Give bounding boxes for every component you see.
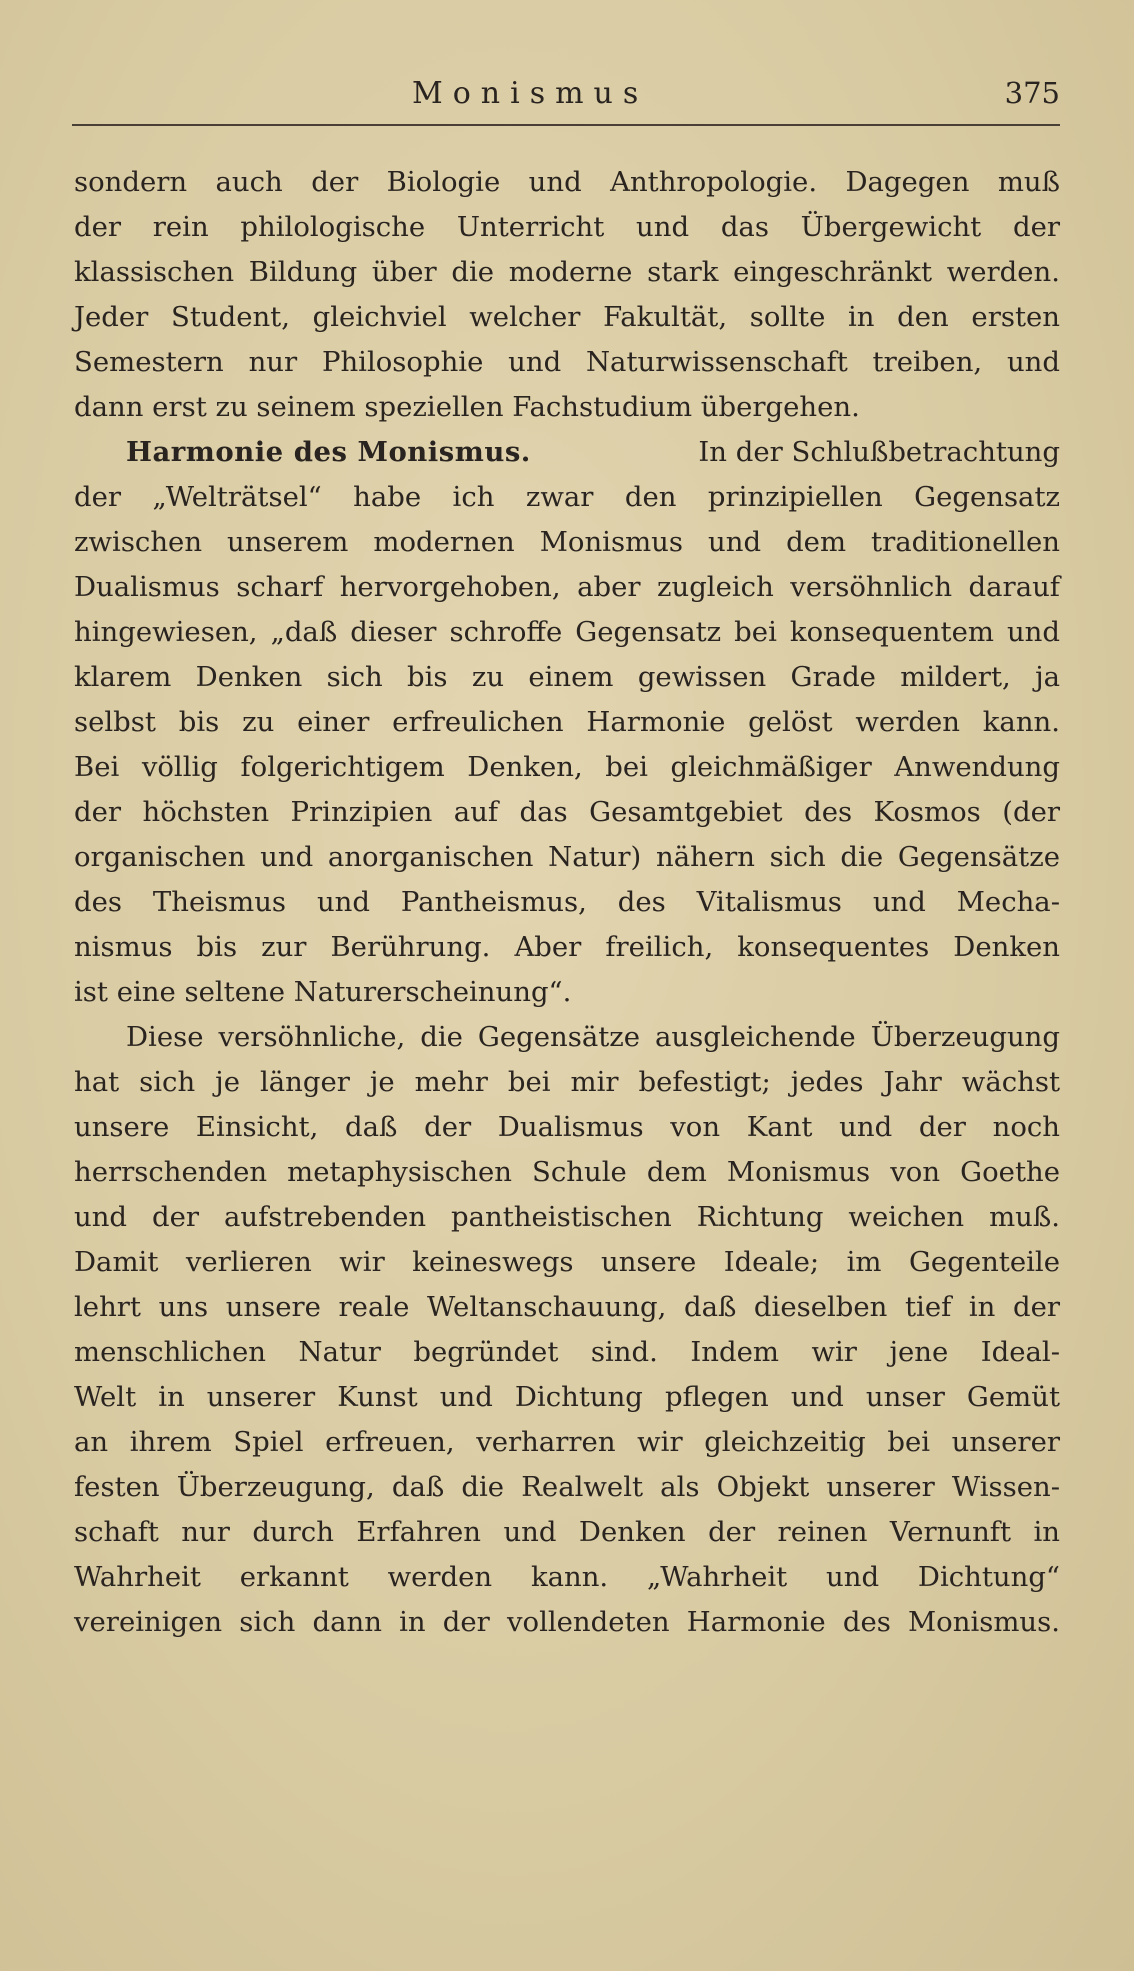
text-line: Wahrheit erkannt werden kann. „Wahrheit und Dichtung“ bbox=[74, 1561, 1060, 1593]
text-line: vereinigen sich dann in der vollendeten Harmonie des Monismus. bbox=[74, 1606, 1060, 1638]
page-number: 375 bbox=[1004, 76, 1060, 110]
text-line: ist eine seltene Naturerscheinung“. bbox=[74, 976, 572, 1008]
text-line: dann erst zu seinem speziellen Fachstudium übergehen. bbox=[74, 391, 860, 423]
text-line: zwischen unserem modernen Monismus und dem traditionellen bbox=[74, 526, 1060, 558]
heading-line-rest: In der Schlußbetrachtung bbox=[698, 436, 1060, 468]
text-line: herrschenden metaphysischen Schule dem Monismus von Goethe bbox=[74, 1156, 1060, 1188]
body-text bbox=[74, 160, 1060, 1645]
text-line: hat sich je länger je mehr bei mir befestigt; jedes Jahr wächst bbox=[74, 1066, 1060, 1098]
paragraph-1 bbox=[74, 160, 1060, 430]
text-line: selbst bis zu einer erfreulichen Harmonie gelöst werden kann. bbox=[74, 706, 1060, 738]
running-title: Monismus bbox=[412, 76, 649, 111]
text-line: organischen und anorganischen Natur) nähern sich die Gegensätze bbox=[74, 841, 1060, 873]
paragraph-3 bbox=[74, 1015, 1060, 1645]
text-line: Semestern nur Philosophie und Naturwissenschaft treiben, und bbox=[74, 346, 1060, 378]
text-line: menschlichen Natur begründet sind. Indem wir jene Ideal- bbox=[74, 1336, 1060, 1368]
text-line: an ihrem Spiel erfreuen, verharren wir gleichzeitig bei unserer bbox=[74, 1426, 1060, 1458]
page-header bbox=[72, 72, 1060, 126]
text-line: festen Überzeugung, daß die Realwelt als Objekt unserer Wissen- bbox=[74, 1471, 1060, 1503]
text-line: Damit verlieren wir keineswegs unsere Ideale; im Gegenteile bbox=[74, 1246, 1060, 1278]
text-line: klassischen Bildung über die moderne stark eingeschränkt werden. bbox=[74, 256, 1060, 288]
text-line: des Theismus und Pantheismus, des Vitalismus und Mecha- bbox=[74, 886, 1060, 918]
text-line: sondern auch der Biologie und Anthropologie. Dagegen muß bbox=[74, 166, 1060, 198]
text-line: Diese versöhnliche, die Gegensätze ausgleichende Überzeugung bbox=[126, 1021, 1060, 1053]
text-line: der höchsten Prinzipien auf das Gesamtgebiet des Kosmos (der bbox=[74, 796, 1060, 828]
text-line: der rein philologische Unterricht und das Übergewicht der bbox=[74, 211, 1060, 243]
paragraph-2 bbox=[74, 430, 1060, 1015]
text-line-with-heading bbox=[74, 430, 1060, 475]
text-line: und der aufstrebenden pantheistischen Richtung weichen muß. bbox=[74, 1201, 1060, 1233]
text-line: der „Welträtsel“ habe ich zwar den prinzipiellen Gegensatz bbox=[74, 481, 1060, 513]
text-line: lehrt uns unsere reale Weltanschauung, daß dieselben tief in der bbox=[74, 1291, 1060, 1323]
text-line: Dualismus scharf hervorgehoben, aber zugleich versöhnlich darauf bbox=[74, 571, 1060, 603]
text-line: unsere Einsicht, daß der Dualismus von Kant und der noch bbox=[74, 1111, 1060, 1143]
text-line: nismus bis zur Berührung. Aber freilich, konsequentes Denken bbox=[74, 931, 1060, 963]
section-heading: Harmonie des Monismus. bbox=[126, 436, 531, 468]
text-line: Welt in unserer Kunst und Dichtung pflegen und unser Gemüt bbox=[74, 1381, 1060, 1413]
text-line: Jeder Student, gleichviel welcher Fakultät, sollte in den ersten bbox=[74, 301, 1060, 333]
text-line: hingewiesen, „daß dieser schroffe Gegensatz bei konsequentem und bbox=[74, 616, 1060, 648]
text-line: schaft nur durch Erfahren und Denken der reinen Vernunft in bbox=[74, 1516, 1060, 1548]
text-line: Bei völlig folgerichtigem Denken, bei gleichmäßiger Anwendung bbox=[74, 751, 1060, 783]
text-line: klarem Denken sich bis zu einem gewissen Grade mildert, ja bbox=[74, 661, 1060, 693]
